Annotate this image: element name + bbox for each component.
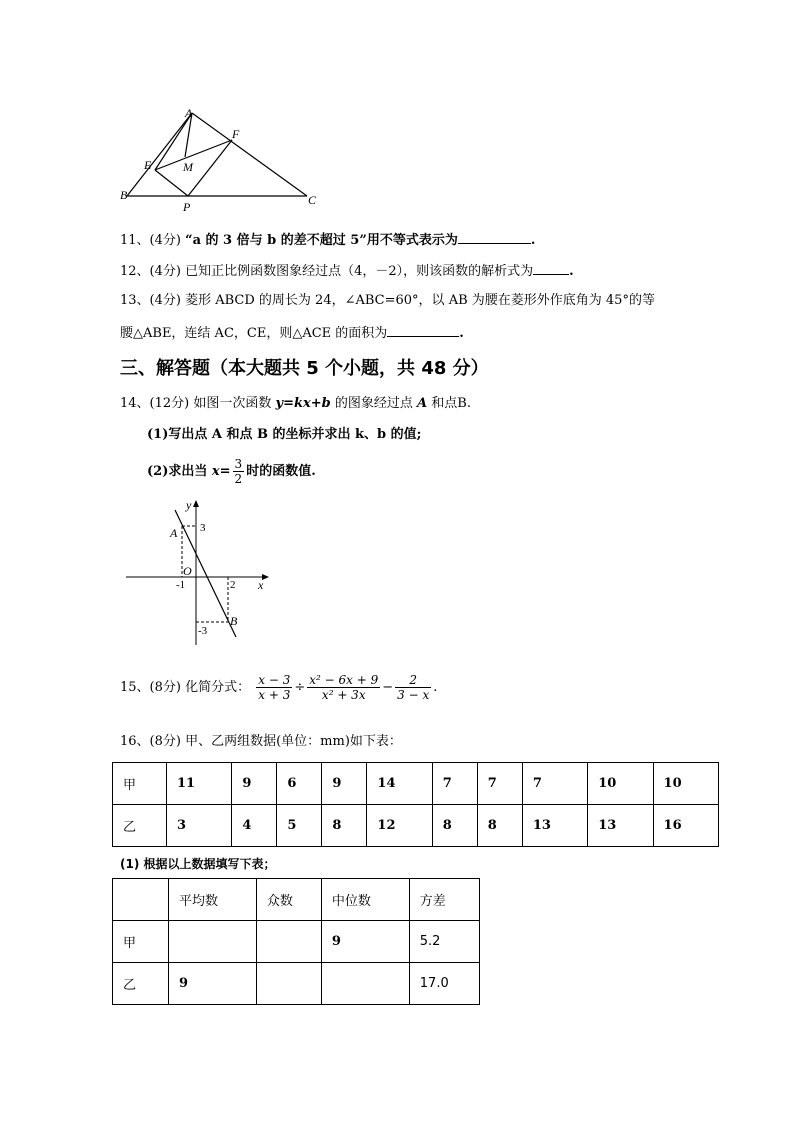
header-cell: 众数 — [256, 879, 321, 921]
q14-sub2-x: x= — [211, 464, 231, 479]
row-label: 乙 — [113, 963, 169, 1005]
table-cell: 9 — [169, 963, 257, 1005]
table-cell: 9 — [232, 763, 277, 805]
q15-fraction-3 — [395, 673, 431, 702]
question-11 — [120, 229, 535, 250]
q14-and: 和点 — [431, 396, 458, 411]
table-cell: 8 — [322, 805, 367, 847]
question-12 — [120, 260, 574, 281]
q13-line1: 菱形 ABCD 的周长为 24，∠ABC=60°，以 AB 为腰在菱形外作底角为 45°的等 — [185, 293, 655, 308]
q15-text: 化简分式： — [185, 680, 251, 695]
tick-label-minus-1: -1 — [176, 579, 186, 591]
point-label-B: B — [230, 614, 238, 628]
table-cell: 14 — [367, 763, 432, 805]
table-cell: 7 — [522, 763, 587, 805]
q11-answer-blank[interactable] — [458, 229, 531, 244]
q11-text: “a 的 3 倍与 b 的差不超过 5”用不等式表示为 — [185, 233, 458, 248]
q12-end: . — [569, 264, 574, 279]
question-14 — [120, 395, 471, 413]
q14-sub2-post: 时的函数值. — [246, 464, 316, 479]
header-cell: 中位数 — [321, 879, 409, 921]
q13-number: 13、(4分) — [120, 293, 181, 308]
row-label: 乙 — [113, 805, 167, 847]
q15-fraction-2 — [307, 673, 380, 702]
table-cell: 10 — [588, 763, 653, 805]
q14-number: 14、(12分) — [120, 396, 190, 411]
q14-frac-num: 3 — [234, 457, 243, 471]
table-header-row — [113, 879, 480, 921]
q14-frac-den: 2 — [234, 472, 243, 486]
label-C: C — [308, 193, 317, 207]
q16-number: 16、(8分) — [120, 734, 181, 749]
question-13-line2 — [120, 322, 464, 343]
table-row — [113, 763, 719, 805]
q14-text-a: 如图一次函数 — [193, 396, 272, 411]
q11-end: . — [530, 233, 536, 248]
q12-text: 已知正比例函数图象经过点（4，－2），则该函数的解析式为 — [185, 264, 534, 279]
q13-end: . — [459, 326, 464, 341]
axis-label-y: y — [186, 498, 192, 512]
q12-number: 12、(4分) — [120, 264, 181, 279]
figure-triangle — [115, 105, 330, 215]
q15-f3-num: 2 — [395, 673, 431, 688]
tick-label-minus-3: -3 — [198, 625, 208, 637]
table-cell: 3 — [166, 805, 231, 847]
header-cell — [113, 879, 169, 921]
table-cell: 6 — [277, 763, 322, 805]
label-B: B — [120, 188, 128, 202]
q13-answer-blank[interactable] — [387, 322, 459, 337]
q14-formula: y=kx+b — [275, 396, 331, 411]
input-cell[interactable] — [256, 963, 321, 1005]
table-cell: 11 — [166, 763, 231, 805]
q15-minus: − — [382, 680, 394, 695]
q15-f3-den: 3 − x — [397, 688, 430, 702]
table-cell: 9 — [322, 763, 367, 805]
table-cell: 10 — [653, 763, 718, 805]
q15-f2-den: x² + 3x — [321, 688, 366, 702]
seg-AC — [192, 113, 307, 196]
instruction-1: (1) 根据以上数据填写下表； — [120, 857, 276, 871]
table-cell: 13 — [588, 805, 653, 847]
label-F: F — [232, 127, 240, 141]
tick-label-2: 2 — [230, 579, 236, 591]
header-cell: 方差 — [409, 879, 479, 921]
label-M: M — [183, 160, 193, 174]
table-cell: 9 — [321, 921, 409, 963]
stats-table — [112, 878, 480, 1005]
table-cell: 13 — [522, 805, 587, 847]
table-row — [113, 921, 480, 963]
q14-sub1 — [147, 426, 421, 444]
table-cell: 8 — [477, 805, 522, 847]
q15-fraction-1 — [256, 673, 292, 702]
q15-end: . — [433, 680, 438, 695]
table-cell: 16 — [653, 805, 718, 847]
q12-answer-blank[interactable] — [533, 260, 569, 275]
figure-coordinate-graph — [120, 495, 280, 650]
label-E: E — [144, 158, 152, 172]
header-cell: 平均数 — [169, 879, 257, 921]
table-row — [113, 963, 480, 1005]
table-cell: 8 — [432, 805, 477, 847]
table-cell: 5.2 — [409, 921, 479, 963]
q14-point-b: B. — [457, 396, 471, 411]
q14-sub2-pre: (2)求出当 — [147, 464, 208, 479]
data-table — [112, 762, 719, 847]
table-cell: 17.0 — [409, 963, 479, 1005]
table-cell: 7 — [477, 763, 522, 805]
table-cell: 5 — [277, 805, 322, 847]
q15-f2-num: x² − 6x + 9 — [309, 673, 379, 687]
q13-line2: 腰△ABE，连结 AC，CE，则△ACE 的面积为 — [120, 326, 388, 341]
row-label: 甲 — [113, 921, 169, 963]
q14-sub2 — [147, 454, 316, 490]
input-cell[interactable] — [169, 921, 257, 963]
label-P: P — [183, 200, 191, 214]
tick-label-3: 3 — [200, 522, 206, 534]
axis-label-x: x — [258, 578, 264, 592]
q14-sub1-text: (1)写出点 A 和点 B 的坐标并求出 k、b 的值; — [147, 427, 422, 442]
table-cell: 4 — [232, 805, 277, 847]
origin-label: O — [183, 564, 192, 578]
q14-point-a: A — [417, 396, 428, 411]
q15-f1-den: x + 3 — [258, 688, 291, 702]
q15-number: 15、(8分) — [120, 680, 181, 695]
point-label-A: A — [170, 526, 178, 540]
q11-number: 11、(4分) — [120, 233, 181, 248]
section-3-title: 三、解答题（本大题共 5 个小题，共 48 分） — [120, 358, 489, 379]
table-cell: 12 — [367, 805, 432, 847]
question-16 — [120, 733, 402, 751]
q14-text-b: 的图象经过点 — [334, 396, 413, 411]
q14-fraction — [233, 457, 245, 486]
q15-divide: ÷ — [294, 680, 306, 695]
table-cell: 7 — [432, 763, 477, 805]
question-15 — [120, 668, 437, 708]
table-row — [113, 805, 719, 847]
label-A: A — [185, 106, 193, 120]
q16-text: 甲、乙两组数据(单位：mm)如下表： — [185, 734, 402, 749]
seg-BA — [127, 113, 192, 196]
row-label: 甲 — [113, 763, 167, 805]
question-13 — [120, 292, 655, 310]
q15-f1-num: x − 3 — [258, 673, 291, 687]
input-cell[interactable] — [321, 963, 409, 1005]
input-cell[interactable] — [256, 921, 321, 963]
